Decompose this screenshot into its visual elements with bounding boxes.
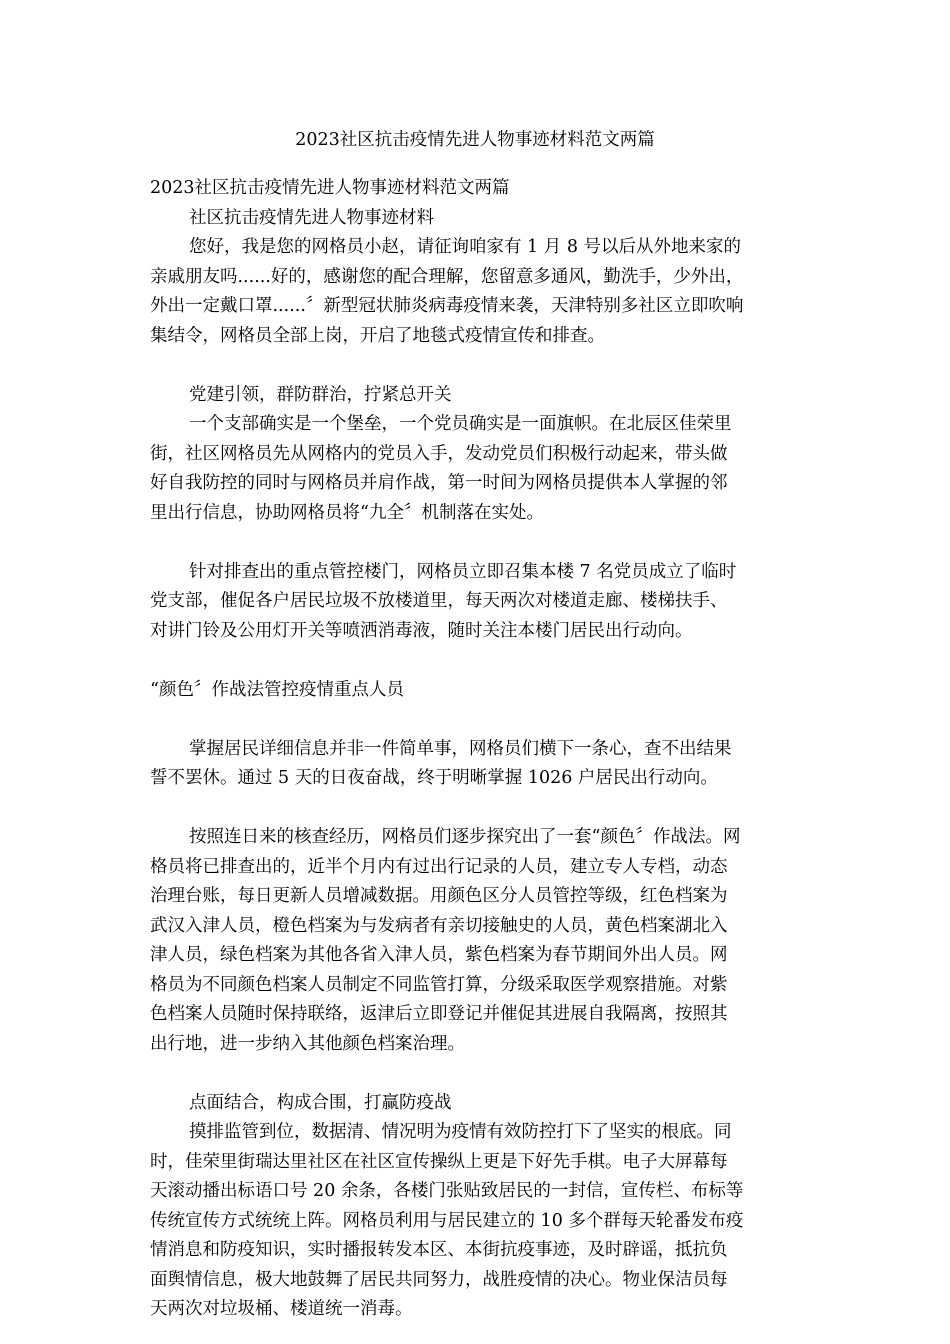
paragraph-line: 传统宣传方式统统上阵。网格员利用与居民建立的 10 多个群每天轮番发布疫 (150, 1210, 744, 1231)
paragraph-gap (150, 351, 800, 381)
paragraph-line: 好自我防控的同时与网格员并肩作战，第一时间为网格员提供本人掌握的邻 (150, 473, 728, 493)
paragraph-line: 按照连日来的核查经历，网格员们逐步探究出了一套“颜色〞作战法。网 (189, 827, 741, 847)
paragraph-line: 津人员，绿色档案为其他各省入津人员，紫色档案为春节期间外出人员。网 (150, 945, 728, 965)
paragraph-line: 格员将已排查出的，近半个月内有过出行记录的人员，建立专人专档，动态 (150, 856, 728, 877)
paragraph-line: 天滚动播出标语口号 20 余条，各楼门张贴致居民的一封信，宣传栏、布标等 (150, 1181, 744, 1201)
paragraph-line: 亲戚朋友吗......好的，感谢您的配合理解，您留意多通风，勤洗手，少外出， (150, 266, 744, 287)
section-heading: 点面结合，构成合围，打赢防疫战 (189, 1092, 452, 1113)
paragraph-line: 外出一定戴口罩......〞新型冠状肺炎病毒疫情来袭，天津特别多社区立即吹响 (150, 296, 744, 316)
paragraph-line: 掌握居民详细信息并非一件简单事，网格员们横下一条心，查不出结果 (189, 738, 732, 759)
paragraph-line: 面舆情信息，极大地鼓舞了居民共同努力，战胜疫情的决心。物业保洁员每 (150, 1269, 728, 1290)
paragraph-line: 摸排监管到位，数据清、情况明为疫情有效防控打下了坚实的根底。同 (189, 1122, 732, 1142)
paragraph-line: 针对排查出的重点管控楼门，网格员立即召集本楼 7 名党员成立了临时 (189, 561, 737, 582)
document-title: 2023社区抗击疫情先进人物事迹材料范文两篇 (295, 130, 655, 150)
paragraph-line: 对讲门铃及公用灯开关等喷洒消毒液，随时关注本楼门居民出行动向。 (150, 620, 693, 641)
paragraph-gap (150, 794, 800, 824)
paragraph-line: 武汉入津人员，橙色档案为与发病者有亲切接触史的人员，黄色档案湖北入 (150, 915, 728, 936)
section-heading: 社区抗击疫情先进人物事迹材料 (189, 207, 434, 228)
paragraph-line: 街，社区网格员先从网格内的党员入手，发动党员们积极行动起来，带头做 (150, 443, 728, 464)
paragraph-line: 党支部，催促各户居民垃圾不放楼道里，每天两次对楼道走廊、楼梯扶手、 (150, 591, 728, 611)
paragraph-line: 您好，我是您的网格员小赵，请征询咱家有 1 月 8 号以后从外地来家的 (189, 237, 742, 257)
paragraph-gap (150, 646, 800, 676)
paragraph-line: 治理台账，每日更新人员增减数据。用颜色区分人员管控等级，红色档案为 (150, 886, 728, 906)
paragraph-gap (150, 528, 800, 558)
section-heading: “颜色〞作战法管控疫情重点人员 (150, 679, 404, 700)
document-body (150, 174, 800, 1325)
paragraph-line: 情消息和防疫知识，实时播报转发本区、本街抗疫事迹，及时辟谣，抵抗负 (150, 1240, 728, 1260)
paragraph-line: 里出行信息，协助网格员将“九全〞机制落在实处。 (150, 502, 544, 523)
paragraph-gap (150, 705, 800, 735)
paragraph-line: 誓不罢休。通过 5 天的日夜奋战，终于明晰掌握 1026 户居民出行动向。 (150, 768, 718, 788)
paragraph-line: 格员为不同颜色档案人员制定不同监管打算，分级采取医学观察措施。对紫 (150, 974, 728, 995)
paragraph-gap (150, 1059, 800, 1089)
section-heading: 党建引领，群防群治，拧紧总开关 (189, 384, 452, 405)
paragraph-line: 时，佳荣里街瑞达里社区在社区宣传操纵上更是下好先手棋。电子大屏幕每 (150, 1151, 728, 1172)
paragraph-line: 一个支部确实是一个堡垒，一个党员确实是一面旗帜。在北辰区佳荣里 (189, 414, 732, 434)
paragraph-line: 天两次对垃圾桶、楼道统一消毒。 (150, 1299, 413, 1319)
paragraph-line: 色档案人员随时保持联络，返津后立即登记并催促其进展自我隔离，按照其 (150, 1004, 728, 1024)
paragraph-line: 出行地，进一步纳入其他颜色档案治理。 (150, 1033, 465, 1054)
paragraph-line: 集结令，网格员全部上岗，开启了地毯式疫情宣传和排查。 (150, 325, 605, 346)
subtitle-line: 2023社区抗击疫情先进人物事迹材料范文两篇 (150, 178, 510, 198)
